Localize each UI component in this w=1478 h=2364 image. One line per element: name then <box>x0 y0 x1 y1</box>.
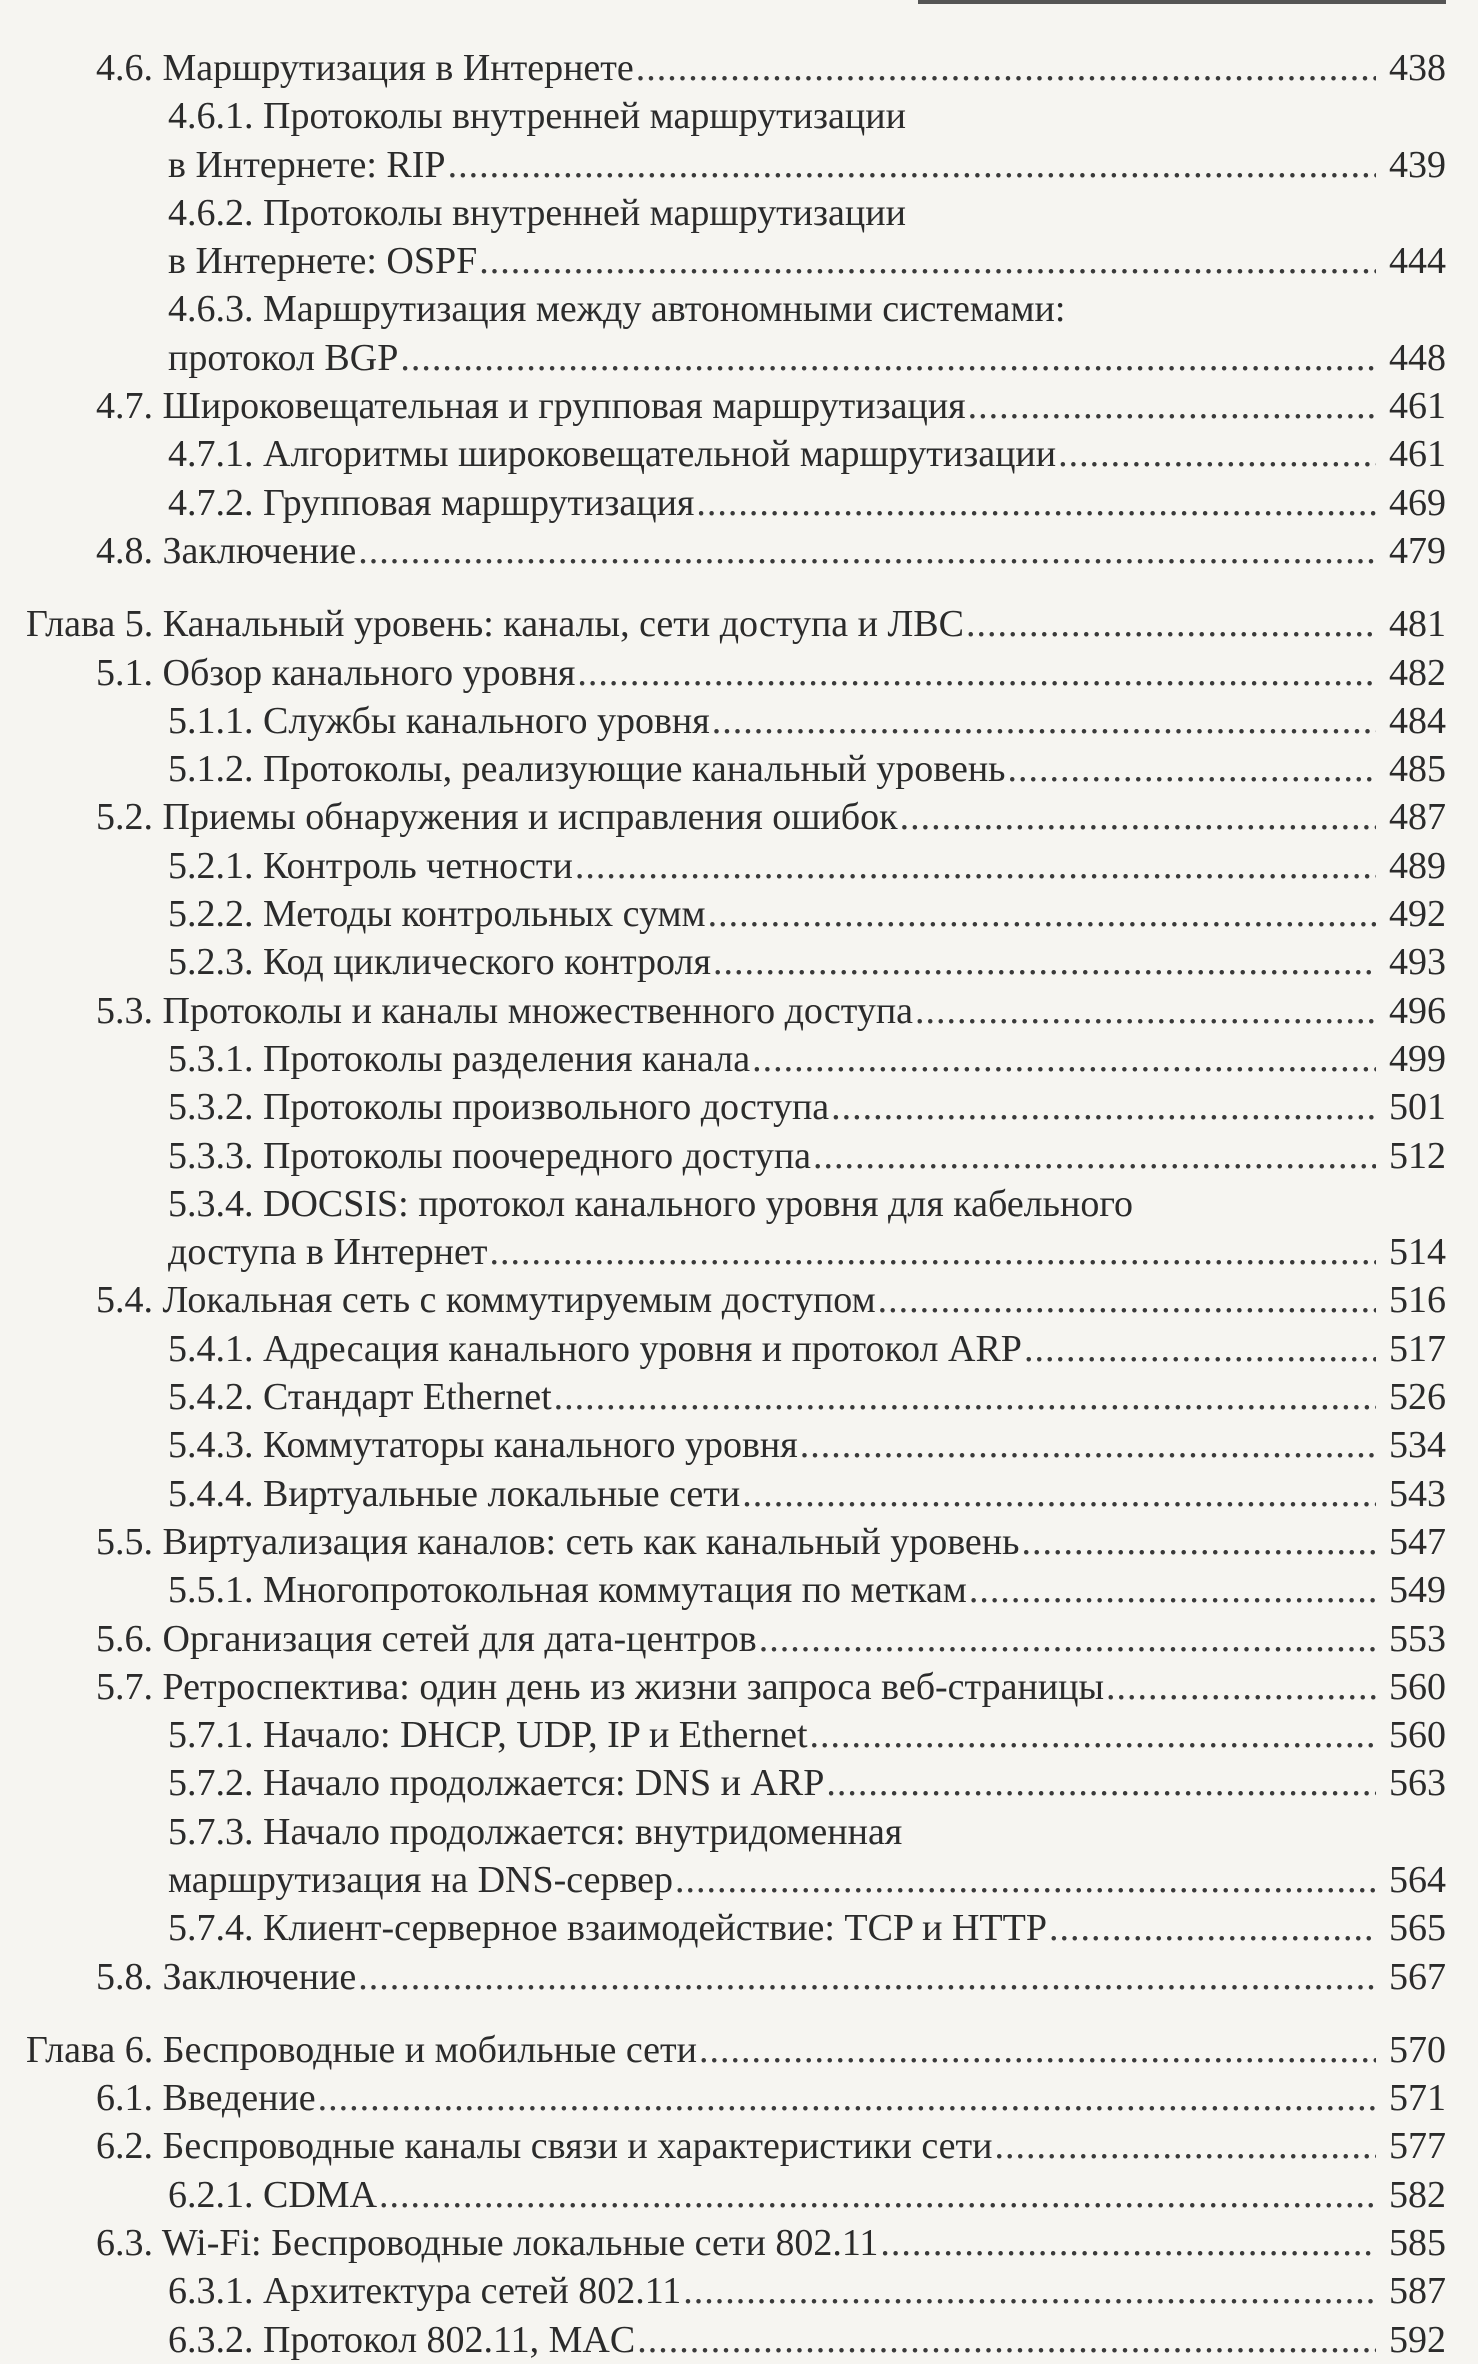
dot-leader <box>712 697 1376 745</box>
toc-entry-line <box>96 987 1446 1035</box>
header-rule <box>918 0 1446 4</box>
toc-entry <box>26 382 1446 430</box>
toc-entry-line <box>96 1518 1446 1566</box>
dot-leader <box>554 1373 1376 1421</box>
toc-entry-line <box>168 1325 1446 1373</box>
toc-entry-line <box>168 890 1446 938</box>
toc-page-number: 526 <box>1389 1376 1446 1419</box>
toc-page-number: 567 <box>1389 1955 1446 1998</box>
dot-leader <box>800 1421 1376 1469</box>
toc-entry-title: 5.6. Организация сетей для дата-центров <box>96 1617 757 1660</box>
toc-entry-title: 6.2. Беспроводные каналы связи и характеристики сети <box>96 2125 993 2168</box>
toc-entry-title: 4.6.2. Протоколы внутренней маршрутизации <box>168 191 906 234</box>
toc-entry-title: 6.3. Wi-Fi: Беспроводные локальные сети 802.11 <box>96 2222 879 2265</box>
toc-page-number: 448 <box>1389 336 1446 379</box>
toc-page-number: 438 <box>1389 47 1446 89</box>
dot-leader <box>448 141 1376 189</box>
toc-entry-line <box>168 938 1446 986</box>
toc-entry-line <box>96 1615 1446 1663</box>
toc-entry-line <box>168 745 1446 793</box>
toc-entry-line <box>168 1566 1446 1614</box>
toc-entry-line <box>168 1421 1446 1469</box>
toc-entry <box>26 1276 1446 1324</box>
dot-leader <box>379 2171 1376 2219</box>
toc-entry-title: 5.4.3. Коммутаторы канального уровня <box>168 1424 798 1467</box>
toc-entry <box>26 938 1446 986</box>
toc-entry <box>26 2267 1446 2315</box>
toc-entry-title: 5.1. Обзор канального уровня <box>96 651 576 694</box>
toc-entry <box>26 189 1446 286</box>
toc-page-number: 493 <box>1389 941 1446 984</box>
toc-entry <box>26 1759 1446 1807</box>
toc-entry-line <box>168 92 1446 140</box>
toc-entry-title: 5.2. Приемы обнаружения и исправления ошибок <box>96 796 898 839</box>
toc-page-number: 565 <box>1389 1907 1446 1950</box>
toc-entry-title: 5.2.3. Код циклического контроля <box>168 941 711 984</box>
toc-entry-title: 5.3.1. Протоколы разделения канала <box>168 1037 751 1080</box>
toc-entry-line <box>168 141 1446 189</box>
toc-entry-title: 5.3. Протоколы и каналы множественного доступа <box>96 989 914 1032</box>
toc-entry-title: 5.3.4. DOCSIS: протокол канального уровня для кабельного <box>168 1182 1133 1225</box>
toc-entry-title: 4.7. Широковещательная и групповая маршрутизация <box>96 385 966 428</box>
toc-entry <box>26 1470 1446 1518</box>
toc-entry <box>26 842 1446 890</box>
dot-leader <box>826 1759 1376 1807</box>
toc-entry-title: 5.4. Локальная сеть с коммутируемым доступом <box>96 1279 876 1322</box>
toc-entry-line <box>168 189 1446 237</box>
dot-leader <box>880 2219 1376 2267</box>
toc-entry-title: 4.6.1. Протоколы внутренней маршрутизации <box>168 95 906 138</box>
dot-leader <box>915 987 1376 1035</box>
dot-leader <box>1049 1904 1376 1952</box>
toc-entry-title: 5.4.4. Виртуальные локальные сети <box>168 1472 741 1515</box>
toc-entry <box>26 1421 1446 1469</box>
toc-entry-line <box>96 2122 1446 2170</box>
toc-entry-title: 5.2.1. Контроль четности <box>168 844 573 887</box>
toc-entry-title: 4.6. Маршрутизация в Интернете <box>96 47 634 89</box>
toc-entry-title: 5.7.4. Клиент-серверное взаимодействие: TCP и HTTP <box>168 1907 1047 1950</box>
toc-entry <box>26 1083 1446 1131</box>
toc-page-number: 461 <box>1389 433 1446 476</box>
dot-leader <box>636 44 1376 92</box>
toc-entry-line <box>26 600 1446 648</box>
toc-entry <box>26 479 1446 527</box>
toc-entry <box>26 649 1446 697</box>
toc-entry <box>26 1132 1446 1180</box>
toc-entry-title: 6.3.2. Протокол 802.11, MAC <box>168 2318 636 2361</box>
toc-entry-title: 5.7.2. Начало продолжается: DNS и ARP <box>168 1762 825 1805</box>
dot-leader <box>708 890 1376 938</box>
toc-page-number: 479 <box>1389 529 1446 572</box>
toc-entry-line <box>168 1711 1446 1759</box>
dot-leader <box>400 334 1376 382</box>
toc-entry-title: 6.3.1. Архитектура сетей 802.11 <box>168 2270 682 2313</box>
dot-leader <box>810 1711 1376 1759</box>
toc-entry-line <box>168 1132 1446 1180</box>
dot-leader <box>696 479 1376 527</box>
toc-page-number: 492 <box>1389 893 1446 936</box>
toc-entry-line <box>96 649 1446 697</box>
toc-entry <box>26 430 1446 478</box>
toc-page-number: 489 <box>1389 844 1446 887</box>
toc-entry-line <box>168 479 1446 527</box>
toc-entry-line <box>96 2074 1446 2122</box>
toc-page-number: 484 <box>1389 699 1446 742</box>
toc-entry <box>26 1953 1446 2001</box>
toc-entry <box>26 285 1446 382</box>
dot-leader <box>752 1035 1376 1083</box>
toc-entry-line <box>168 1083 1446 1131</box>
toc-entry-line <box>168 237 1446 285</box>
dot-leader <box>358 1953 1376 2001</box>
toc-entry-line <box>168 1856 1446 1904</box>
toc-entry <box>26 44 1446 92</box>
toc-entry-title: в Интернете: OSPF <box>168 240 478 283</box>
toc-entry <box>26 1035 1446 1083</box>
toc-entry-line <box>96 527 1446 575</box>
toc-entry <box>26 2074 1446 2122</box>
toc-page-number: 543 <box>1389 1472 1446 1515</box>
toc-entry-title: Глава 5. Канальный уровень: каналы, сети доступа и ЛВС <box>26 603 964 646</box>
toc-entry-line <box>168 1180 1446 1228</box>
toc-page-number: 587 <box>1389 2270 1446 2313</box>
toc-page-number: 439 <box>1389 143 1446 186</box>
toc-entry <box>26 987 1446 1035</box>
toc-page-number: 577 <box>1389 2125 1446 2168</box>
toc-page-number: 496 <box>1389 989 1446 1032</box>
toc-entry-title: 5.3.3. Протоколы поочередного доступа <box>168 1134 812 1177</box>
toc-entry-line <box>96 382 1446 430</box>
toc-entry-title: 4.8. Заключение <box>96 529 357 572</box>
toc-entry <box>26 92 1446 189</box>
dot-leader <box>966 600 1376 648</box>
toc-entry-line <box>168 1759 1446 1807</box>
toc-page-number: 563 <box>1389 1762 1446 1805</box>
toc-entry <box>26 697 1446 745</box>
toc-entry-title: 5.4.2. Стандарт Ethernet <box>168 1376 552 1419</box>
toc-entry <box>26 2122 1446 2170</box>
toc-page-number: 549 <box>1389 1569 1446 1612</box>
dot-leader <box>575 842 1376 890</box>
dot-leader <box>699 2026 1376 2074</box>
toc-page-number: 571 <box>1389 2077 1446 2120</box>
dot-leader <box>813 1132 1376 1180</box>
dot-leader <box>968 382 1376 430</box>
toc-page-number: 482 <box>1389 651 1446 694</box>
toc-page-number: 553 <box>1389 1617 1446 1660</box>
toc-page-number: 469 <box>1389 481 1446 524</box>
toc-entry-title: 5.4.1. Адресация канального уровня и протокол ARP <box>168 1327 1022 1370</box>
toc-entry-line <box>168 842 1446 890</box>
dot-leader <box>577 649 1376 697</box>
toc-entry-title: 5.1.2. Протоколы, реализующие канальный уровень <box>168 748 1006 791</box>
dot-leader <box>318 2074 1376 2122</box>
toc-entry-line <box>168 430 1446 478</box>
toc-entry <box>26 1663 1446 1711</box>
toc-entry-line <box>168 1470 1446 1518</box>
toc-page-number: 560 <box>1389 1714 1446 1757</box>
toc-entry-line <box>168 285 1446 333</box>
dot-leader <box>759 1615 1376 1663</box>
toc-page-number: 514 <box>1389 1231 1446 1274</box>
toc-entry-title: маршрутизация на DNS-сервер <box>168 1858 674 1901</box>
toc-page-number: 582 <box>1389 2173 1446 2216</box>
dot-leader <box>489 1228 1376 1276</box>
toc-entry-title: 5.3.2. Протоколы произвольного доступа <box>168 1086 830 1129</box>
dot-leader <box>1008 745 1376 793</box>
toc-entry <box>26 2171 1446 2219</box>
toc-entry-line <box>96 1276 1446 1324</box>
toc-entry-title: 4.6.3. Маршрутизация между автономными системами: <box>168 288 1066 331</box>
dot-leader <box>358 527 1376 575</box>
toc-page-number: 512 <box>1389 1134 1446 1177</box>
dot-leader <box>1021 1518 1376 1566</box>
toc-entry-line <box>96 44 1446 92</box>
toc-entry-title: 6.2.1. CDMA <box>168 2173 378 2216</box>
toc-page-number: 517 <box>1389 1327 1446 1370</box>
toc-entry <box>26 2316 1446 2364</box>
dot-leader <box>479 237 1376 285</box>
toc-entry-title: 5.8. Заключение <box>96 1955 357 1998</box>
dot-leader <box>1024 1325 1376 1373</box>
toc-page-number: 461 <box>1389 385 1446 428</box>
toc-entry <box>26 1325 1446 1373</box>
toc-entry-line <box>26 2026 1446 2074</box>
dot-leader <box>878 1276 1376 1324</box>
toc-entry-line <box>168 1904 1446 1952</box>
toc-entry-title: 5.7.3. Начало продолжается: внутридоменная <box>168 1810 903 1853</box>
toc-entry-title: в Интернете: RIP <box>168 143 446 186</box>
toc-entry-title: 5.1.1. Службы канального уровня <box>168 699 710 742</box>
toc-entry-line <box>168 2171 1446 2219</box>
dot-leader <box>995 2122 1377 2170</box>
toc-entry-line <box>96 793 1446 841</box>
toc-entry-line <box>168 2316 1446 2364</box>
toc-entry-title: 4.7.1. Алгоритмы широковещательной маршрутизации <box>168 433 1057 476</box>
toc-page-number: 547 <box>1389 1520 1446 1563</box>
dot-leader <box>742 1470 1376 1518</box>
toc-chapter-entry <box>26 2026 1446 2074</box>
toc-entry-line <box>96 2219 1446 2267</box>
toc-entry-line <box>168 334 1446 382</box>
dot-leader <box>969 1566 1376 1614</box>
toc-entry <box>26 2219 1446 2267</box>
toc-entry-line <box>168 1808 1446 1856</box>
toc-page-number: 516 <box>1389 1279 1446 1322</box>
dot-leader <box>675 1856 1376 1904</box>
toc-entry-line <box>168 1228 1446 1276</box>
toc-page-number: 560 <box>1389 1665 1446 1708</box>
toc-entry <box>26 745 1446 793</box>
toc-page-number: 564 <box>1389 1858 1446 1901</box>
toc-entry <box>26 793 1446 841</box>
toc-entry-line <box>96 1663 1446 1711</box>
toc-entry-line <box>168 1035 1446 1083</box>
toc-entry-title: Глава 6. Беспроводные и мобильные сети <box>26 2028 697 2071</box>
toc-page-number: 585 <box>1389 2222 1446 2265</box>
toc-entry <box>26 1615 1446 1663</box>
toc-page-number: 501 <box>1389 1086 1446 1129</box>
toc-entry <box>26 1566 1446 1614</box>
toc-entry-title: 5.5.1. Многопротокольная коммутация по меткам <box>168 1569 967 1612</box>
toc-entry-title: протокол BGP <box>168 336 399 379</box>
toc-entry <box>26 890 1446 938</box>
toc-entry <box>26 1518 1446 1566</box>
toc-entry-title: 6.1. Введение <box>96 2077 316 2120</box>
toc-entry <box>26 527 1446 575</box>
toc-page-number: 444 <box>1389 240 1446 283</box>
toc-entry-title: 5.7.1. Начало: DHCP, UDP, IP и Ethernet <box>168 1714 808 1757</box>
toc-chapter-entry <box>26 600 1446 648</box>
toc-entry-title: 5.5. Виртуализация каналов: сеть как канальный уровень <box>96 1520 1020 1563</box>
dot-leader <box>713 938 1376 986</box>
toc-page-number: 499 <box>1389 1037 1446 1080</box>
toc-entry-title: доступа в Интернет <box>168 1231 488 1274</box>
toc-page-number: 487 <box>1389 796 1446 839</box>
toc-entry <box>26 1180 1446 1277</box>
toc-entry-title: 5.7. Ретроспектива: один день из жизни запроса веб-страницы <box>96 1665 1105 1708</box>
dot-leader <box>1106 1663 1376 1711</box>
toc-entry <box>26 1808 1446 1905</box>
toc-entry <box>26 1373 1446 1421</box>
toc-entry-line <box>168 1373 1446 1421</box>
dot-leader <box>683 2267 1376 2315</box>
toc-entry-title: 5.2.2. Методы контрольных сумм <box>168 893 706 936</box>
toc-entry <box>26 1711 1446 1759</box>
toc-page-number: 570 <box>1389 2028 1446 2071</box>
toc-entry-line <box>168 697 1446 745</box>
toc-page-number: 592 <box>1389 2318 1446 2361</box>
toc-entry-line <box>96 1953 1446 2001</box>
toc-page-number: 534 <box>1389 1424 1446 1467</box>
toc-page-number: 485 <box>1389 748 1446 791</box>
dot-leader <box>1058 430 1376 478</box>
dot-leader <box>637 2316 1376 2364</box>
dot-leader <box>900 793 1376 841</box>
toc-entry-line <box>168 2267 1446 2315</box>
table-of-contents <box>26 44 1446 2364</box>
toc-entry-title: 4.7.2. Групповая маршрутизация <box>168 481 695 524</box>
toc-page-number: 481 <box>1389 603 1446 646</box>
dot-leader <box>831 1083 1376 1131</box>
toc-entry <box>26 1904 1446 1952</box>
